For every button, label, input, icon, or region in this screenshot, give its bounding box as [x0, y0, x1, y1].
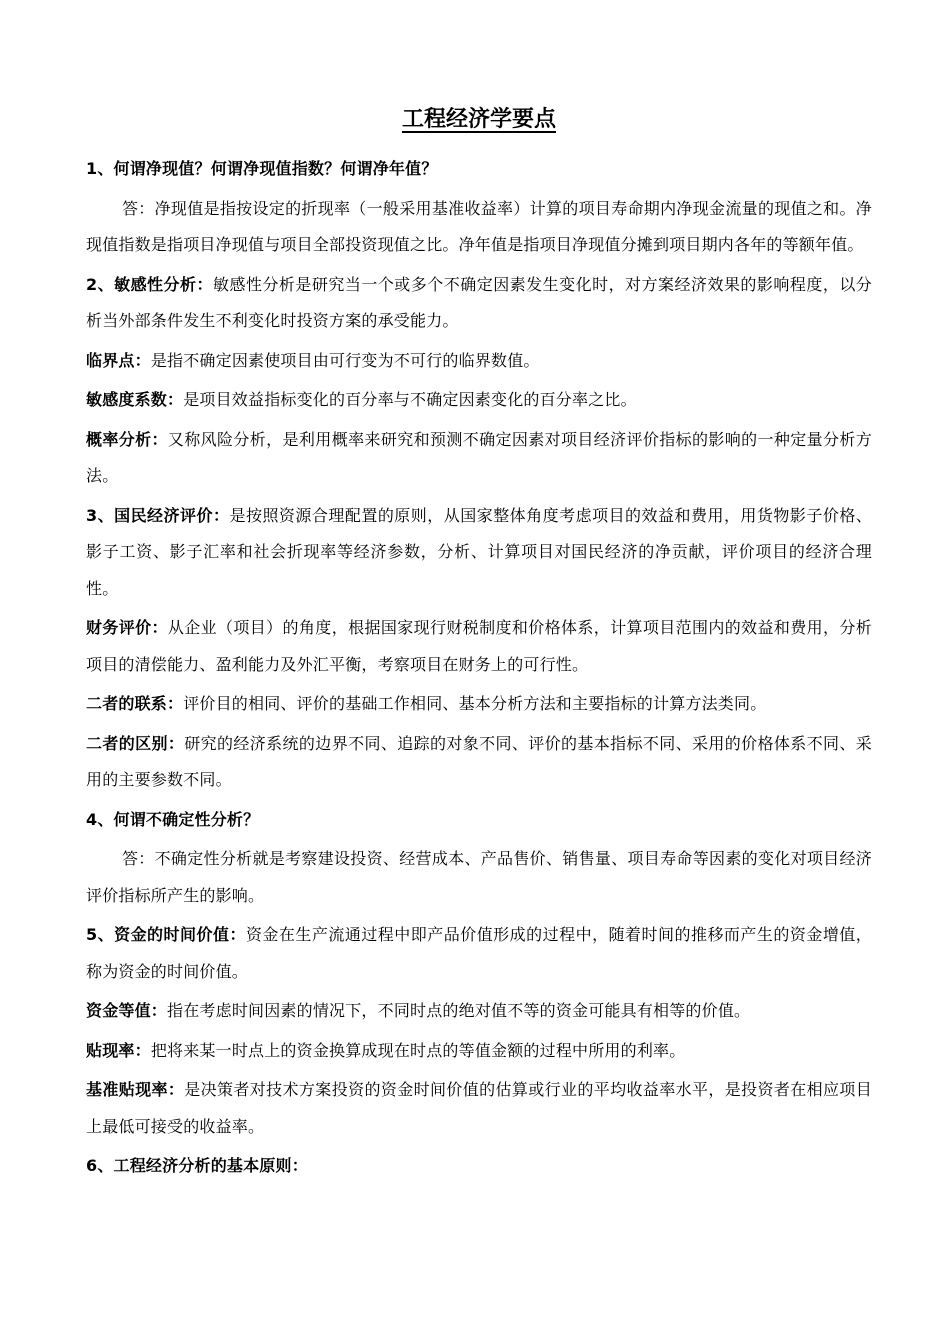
paragraph-label: 二者的联系：	[86, 694, 184, 713]
paragraph-benchmark-rate	[86, 1072, 872, 1145]
paragraph-probability	[86, 422, 872, 495]
paragraph-label: 4、何谓不确定性分析？	[86, 809, 260, 829]
paragraph-label: 概率分析：	[86, 429, 168, 449]
paragraph-label: 5、资金的时间价值：	[86, 925, 246, 944]
paragraph-label: 基准贴现率：	[86, 1080, 185, 1099]
document-title: 工程经济学要点	[401, 107, 556, 132]
paragraph-discount-rate	[86, 1033, 872, 1070]
paragraph-label: 二者的区别：	[86, 733, 185, 753]
paragraph-critical-point	[86, 343, 872, 380]
paragraph-text: 评价目的相同、评价的基础工作相同、基本分析方法和主要指标的计算方法类同。	[183, 694, 767, 713]
paragraph-text: 又称风险分析，是利用概率来研究和预测不确定因素对项目经济评价指标的影响的一种定量分析方法。	[86, 429, 872, 485]
paragraph-text: 研究的经济系统的边界不同、追踪的对象不同、评价的基本指标不同、采用的价格体系不同、采用的主要参数不同。	[86, 733, 873, 789]
paragraph-label: 资金等值：	[86, 1001, 168, 1020]
paragraph-text: 资金在生产流通过程中即产品价值形成的过程中，随着时间的推移而产生的资金增值，称为资金的时间价值。	[86, 925, 872, 981]
paragraph-text: 把将来某一时点上的资金换算成现在时点的等值金额的过程中所用的利率。	[150, 1040, 686, 1060]
paragraph-label: 2、敏感性分析：	[86, 274, 213, 294]
paragraph-sensitivity	[86, 267, 872, 340]
paragraph-connection	[86, 686, 872, 723]
paragraph-text: 是指不确定因素使项目由可行变为不可行的临界数值。	[150, 350, 540, 370]
paragraph-text: 答：净现值是指按设定的折现率（一般采用基准收益率）计算的项目寿命期内净现金流量的现值之和。净现值指数是指项目净现值与项目全部投资现值之比。净年值是指项目净现值分摊到项目期内各年的等额年值。	[86, 198, 872, 254]
paragraph-text: 是项目效益指标变化的百分率与不确定因素变化的百分率之比。	[183, 390, 637, 409]
paragraph-text: 敏感性分析是研究当一个或多个不确定因素发生变化时，对方案经济效果的影响程度，以分析当外部条件发生不利变化时投资方案的承受能力。	[86, 274, 872, 330]
paragraph-q4-heading	[86, 802, 872, 839]
paragraph-text: 答：不确定性分析就是考察建设投资、经营成本、产品售价、销售量、项目寿命等因素的变化对项目经济评价指标所产生的影响。	[86, 849, 872, 905]
paragraph-text: 从企业（项目）的角度，根据国家现行财税制度和价格体系，计算项目范围内的效益和费用，分析项目的清偿能力、盈利能力及外汇平衡，考察项目在财务上的可行性。	[86, 618, 872, 674]
paragraph-label: 财务评价：	[86, 618, 168, 637]
paragraph-label: 临界点：	[86, 350, 151, 370]
document-page	[86, 103, 872, 1188]
paragraph-text: 指在考虑时间因素的情况下，不同时点的绝对值不等的资金可能具有相等的价值。	[167, 1001, 751, 1020]
paragraph-sensitivity-coefficient	[86, 382, 872, 419]
paragraph-q1-answer	[86, 191, 872, 264]
paragraph-label: 3、国民经济评价：	[86, 505, 230, 525]
paragraph-q1-heading	[86, 151, 872, 188]
paragraph-label: 6、工程经济分析的基本原则：	[86, 1156, 308, 1175]
paragraph-financial-evaluation	[86, 610, 872, 683]
paragraph-label: 1、何谓净现值？何谓净现值指数？何谓净年值？	[86, 159, 438, 178]
paragraph-q4-answer	[86, 841, 872, 914]
paragraph-text: 是决策者对技术方案投资的资金时间价值的估算或行业的平均收益率水平，是投资者在相应项目上最低可接受的收益率。	[86, 1080, 873, 1136]
paragraph-difference	[86, 726, 872, 799]
paragraph-label: 敏感度系数：	[86, 390, 184, 409]
paragraph-q6-heading	[86, 1148, 872, 1185]
paragraph-text: 是按照资源合理配置的原则，从国家整体角度考虑项目的效益和费用，用货物影子价格、影子工资、影子汇率和社会折现率等经济参数，分析、计算项目对国民经济的净贡献，评价项目的经济合理性。	[86, 505, 872, 598]
paragraph-national-evaluation	[86, 498, 872, 608]
paragraph-equivalence	[86, 993, 872, 1030]
paragraph-label: 贴现率：	[86, 1040, 151, 1060]
paragraph-time-value	[86, 917, 872, 990]
